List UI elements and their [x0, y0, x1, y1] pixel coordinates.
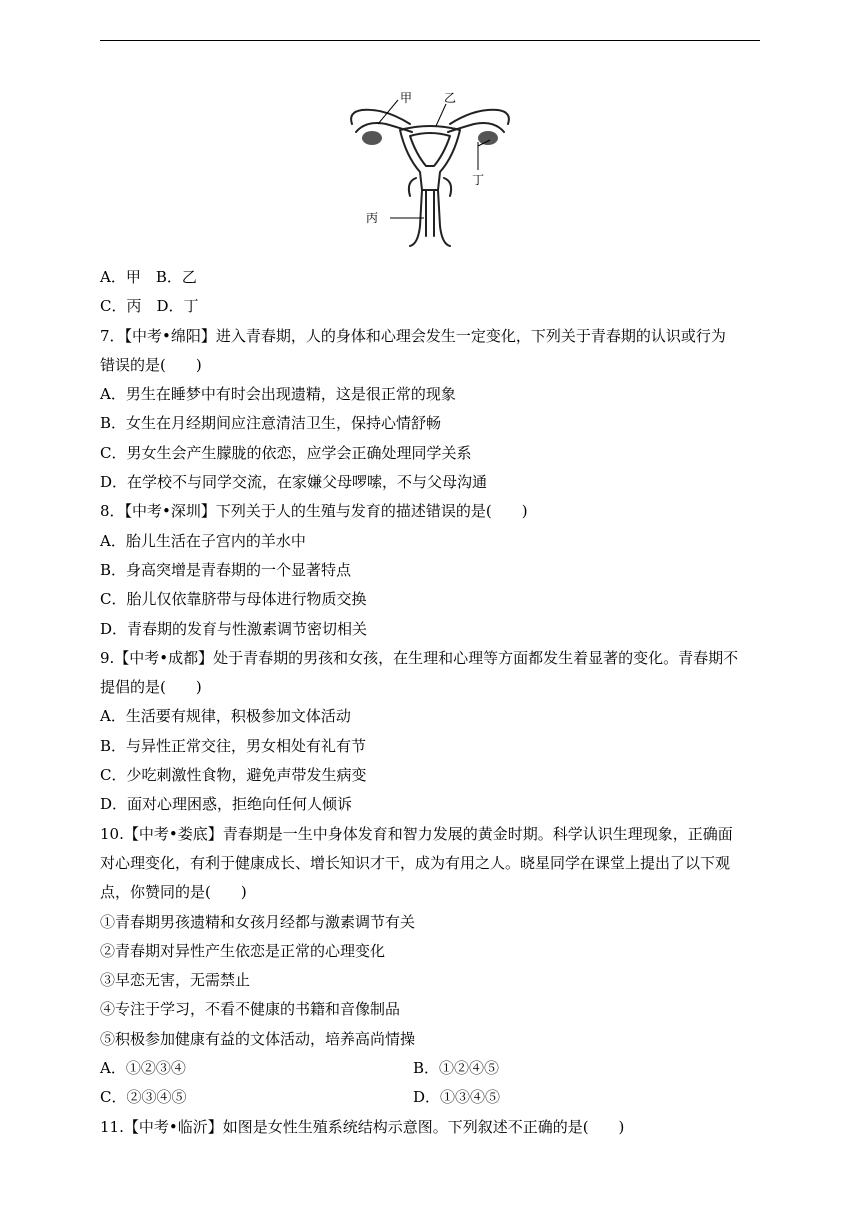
label-bing: 丙 [366, 211, 379, 225]
q9-option-d: D．面对心理困惑，拒绝向任何人倾诉 [100, 795, 353, 814]
left-fallopian-tube [351, 110, 410, 124]
q11-stem: 11.【中考•临沂】如图是女性生殖系统结构示意图。下列叙述不正确的是( ) [100, 1117, 625, 1136]
female-reproductive-system-diagram [340, 86, 520, 256]
q8-stem: 8．【中考•深圳】下列关于人的生殖与发育的描述错误的是( ) [100, 502, 528, 521]
q7-option-b: B．女生在月经期间应注意清洁卫生，保持心情舒畅 [100, 414, 442, 433]
q6-options-cd: C．丙 D．丁 [100, 297, 199, 316]
q10-item-3: ③早恋无害，无需禁止 [100, 971, 251, 990]
uterus [400, 126, 460, 190]
q7-stem-line-1: 7．【中考•绵阳】进入青春期，人的身体和心理会发生一定变化，下列关于青春期的认识或行为 [100, 326, 726, 345]
q10-option-d: D．①③④⑤ [413, 1088, 501, 1107]
q10-item-1: ①青春期男孩遗精和女孩月经都与激素调节有关 [100, 912, 416, 931]
q6-options-ab: A．甲 B．乙 [100, 268, 197, 286]
q7-option-a: A．男生在睡梦中有时会出现遗精，这是很正常的现象 [100, 385, 456, 404]
q8-option-c: C．胎儿仅依靠脐带与母体进行物质交换 [100, 590, 367, 609]
right-fallopian-tube [450, 110, 509, 124]
label-ding: 丁 [472, 173, 485, 187]
q7-option-d: D．在学校不与同学交流，在家嫌父母啰嗦，不与父母沟通 [100, 473, 488, 492]
q9-option-a: A．生活要有规律，积极参加文体活动 [100, 707, 351, 726]
q9-stem-line-1: 9.【中考•成都】处于青春期的男孩和女孩，在生理和心理等方面都发生着显著的变化。青春期不 [100, 648, 739, 667]
q10-item-4: ④专注于学习，不看不健康的书籍和音像制品 [100, 1000, 401, 1019]
q10-options-row-1 [100, 1054, 762, 1083]
q10-option-c: C．②③④⑤ [100, 1088, 187, 1107]
q10-options-row-2 [100, 1083, 762, 1112]
q9-option-c: C．少吃刺激性食物，避免声带发生病变 [100, 766, 367, 785]
right-ovary [478, 131, 498, 145]
q10-option-b: B．①②④⑤ [413, 1059, 500, 1078]
q7-option-c: C．男女生会产生朦胧的依恋，应学会正确处理同学关系 [100, 443, 472, 462]
q10-stem-line-3: 点，你赞同的是( ) [100, 883, 247, 902]
label-jia: 甲 [400, 91, 413, 105]
q8-option-d: D．青春期的发育与性激素调节密切相关 [100, 619, 368, 638]
q10-item-5: ⑤积极参加健康有益的文体活动，培养高尚情操 [100, 1029, 416, 1048]
q7-stem-line-2: 错误的是( ) [100, 355, 202, 374]
left-ovary [362, 131, 382, 145]
label-yi: 乙 [444, 91, 457, 105]
q9-stem-line-2: 提倡的是( ) [100, 678, 202, 697]
header-rule [100, 40, 760, 41]
question-text [100, 263, 762, 1142]
q10-option-a: A．①②③④ [100, 1059, 186, 1078]
q10-stem-line-2: 对心理变化，有利于健康成长、增长知识才干，成为有用之人。晓星同学在课堂上提出了以下观 [100, 853, 731, 872]
q10-stem-line-1: 10.【中考•娄底】青春期是一生中身体发育和智力发展的黄金时期。科学认识生理现象，正确面 [100, 824, 733, 843]
q8-option-b: B．身高突增是青春期的一个显著特点 [100, 560, 352, 579]
q8-option-a: A．胎儿生活在子宫内的羊水中 [100, 531, 306, 550]
q9-option-b: B．与异性正常交往，男女相处有礼有节 [100, 736, 367, 755]
q10-item-2: ②青春期对异性产生依恋是正常的心理变化 [100, 941, 386, 960]
